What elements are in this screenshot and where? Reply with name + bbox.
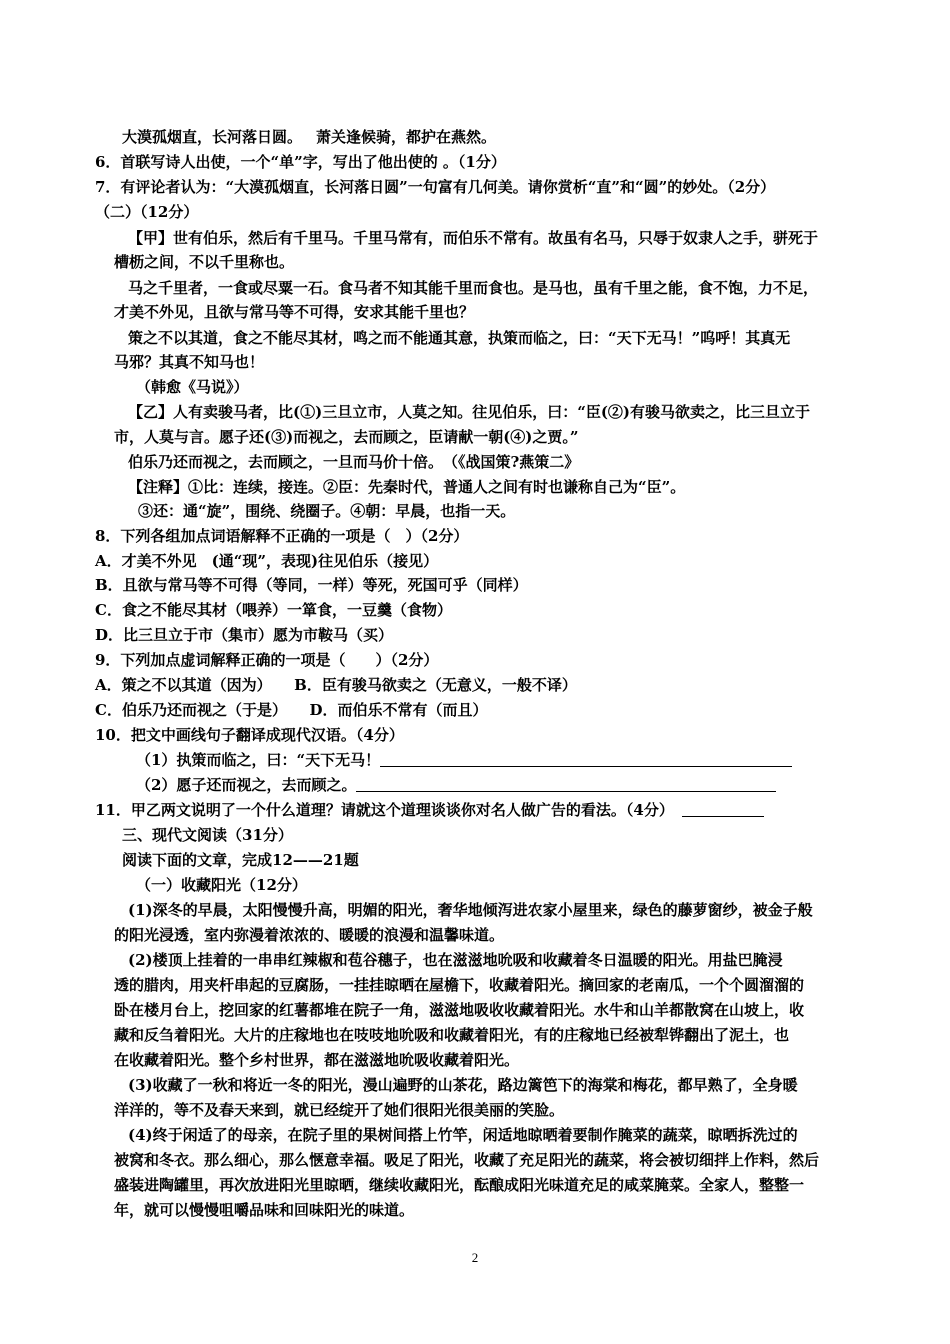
- article-p3-line2: 洋洋的，等不及春天来到，就已经绽开了她们很阳光很美丽的笑脸。: [114, 1101, 565, 1119]
- article-title: （一）收藏阳光（12分）: [136, 876, 307, 894]
- poem-last-line: [122, 127, 496, 147]
- passage-jia-p2-line2: 才美不外见，且欲与常马等不可得，安求其能千里也？: [114, 303, 475, 321]
- article-p4-line3: 盛装进陶罐里，再次放进阳光里晾晒，继续收藏阳光，酝酿成阳光味道充足的咸菜腌菜。全家人，整整一: [114, 1176, 805, 1194]
- question-8: 8．下列各组加点词语解释不正确的一项是（ ）（2分）: [95, 527, 469, 545]
- page-number: 2: [471, 1250, 479, 1265]
- question-9-options-ab: A．策之不以其道（因为） B．臣有骏马欲卖之（无意义，一般不译）: [95, 676, 577, 694]
- question-10-item-2-text: （2）愿子还而视之，去而顾之。: [136, 776, 357, 794]
- question-9: 9．下列加点虚词解释正确的一项是（ ）（2分）: [95, 651, 439, 669]
- question-8-option-b: B．且欲与常马等不可得（等同，一样）等死，死国可乎（同样）: [95, 576, 528, 594]
- article-p2-line3: 卧在楼月台上，挖回家的红薯都堆在院子一角，滋滋地吸收收藏着阳光。水牛和山羊都散窝在山坡上，收: [114, 1001, 805, 1019]
- passage-jia-p3-line2: 马邪？其真不知马也！: [114, 353, 265, 371]
- section-2-heading: （二）（12分）: [95, 203, 199, 221]
- article-p4-line2: 被窝和冬衣。那么细心，那么惬意幸福。吸足了阳光，收藏了充足阳光的蔬菜，将会被切细拌上作料，然后: [114, 1151, 820, 1169]
- passage-jia-p3-line1: 策之不以其道，食之不能尽其材，鸣之而不能通其意，执策而临之，曰：“天下无马！”呜呼！其真无: [128, 329, 791, 347]
- passage-jia-source: （韩愈《马说》）: [136, 378, 249, 396]
- question-6: 6．首联写诗人出使，一个“单”字，写出了他出使的 。（1分）: [95, 153, 506, 171]
- question-11-text: 11．甲乙两文说明了一个什么道理？请就这个道理谈谈你对名人做广告的看法。（4分）: [95, 801, 674, 819]
- article-p4-line1: (4)终于闲适了的母亲，在院子里的果树间搭上竹竿，闲适地晾晒着要制作腌菜的蔬菜，晾晒拆洗过的: [128, 1126, 798, 1144]
- question-7: 7．有评论者认为：“大漠孤烟直，长河落日圆”一句富有几何美。请你赏析“直”和“圆”的妙处。（2分）: [95, 178, 776, 196]
- poem-line-part-b: 萧关逢候骑，都护在燕然。: [316, 128, 497, 146]
- passage-jia-p1-line2: 槽枥之间，不以千里称也。: [114, 253, 295, 271]
- article-p1-line1: (1)深冬的早晨，太阳慢慢升高，明媚的阳光，奢华地倾泻进农家小屋里来，绿色的藤萝窗纱，被金子般: [128, 901, 813, 919]
- article-p1-line2: 的阳光浸透，室内弥漫着浓浓的、暖暖的浪漫和温馨味道。: [114, 926, 505, 944]
- poem-line-part-a: 大漠孤烟直，长河落日圆。: [122, 128, 303, 146]
- article-p2-line1: (2)楼顶上挂着的一串串红辣椒和苞谷穗子，也在滋滋地吮吸和收藏着冬日温暖的阳光。用盐巴腌浸: [128, 951, 783, 969]
- question-10-item-1: [136, 750, 792, 770]
- annotation-line1: 【注释】①比：连续，接连。②臣：先秦时代，普通人之间有时也谦称自己为“臣”。: [128, 478, 686, 496]
- passage-yi-line1: 【乙】人有卖骏马者，比(①)三旦立市，人莫之知。往见伯乐，曰：“臣(②)有骏马欲卖之，比三旦立于: [128, 403, 811, 421]
- annotation-line2: ③还：通“旋”，围绕、绕圈子。④朝：早晨，也指一天。: [138, 502, 516, 520]
- question-10-item-2: [136, 775, 776, 795]
- question-8-option-c: C．食之不能尽其材（喂养）一箪食，一豆羹（食物）: [95, 601, 452, 619]
- article-p3-line1: (3)收藏了一秋和将近一冬的阳光，漫山遍野的山茶花，路边篱笆下的海棠和梅花，都早熟了，全身暖: [128, 1076, 798, 1094]
- passage-yi-line2: 市，人莫与言。愿子还(③)而视之，去而顾之，臣请献一朝(④)之贾。”: [114, 428, 579, 446]
- question-8-option-d: D．比三旦立于市（集市）愿为市鞍马（买）: [95, 626, 394, 644]
- question-11: [95, 800, 764, 820]
- question-10: 10．把文中画线句子翻译成现代汉语。（4分）: [95, 726, 404, 744]
- passage-jia-p2-line1: 马之千里者，一食或尽粟一石。食马者不知其能千里而食也。是马也，虽有千里之能，食不饱，力不足，: [128, 279, 819, 297]
- passage-jia-p1-line1: 【甲】世有伯乐，然后有千里马。千里马常有，而伯乐不常有。故虽有名马，只辱于奴隶人之手，骈死于: [128, 229, 819, 247]
- article-p4-line4: 年，就可以慢慢咀嚼品味和回味阳光的味道。: [114, 1201, 415, 1219]
- article-p2-line2: 透的腊肉，用夹杆串起的豆腐肠，一挂挂晾晒在屋檐下，收藏着阳光。摘回家的老南瓜，一个个圆溜溜的: [114, 976, 805, 994]
- article-p2-line5: 在收藏着阳光。整个乡村世界，都在滋滋地吮吸收藏着阳光。: [114, 1051, 520, 1069]
- answer-blank-10-2[interactable]: [356, 777, 776, 792]
- question-10-item-1-text: （1）执策而临之，曰：“天下无马！: [136, 751, 381, 769]
- article-p2-line4: 藏和反刍着阳光。大片的庄稼地也在吱吱地吮吸和收藏着阳光，有的庄稼地已经被犁铧翻出了泥土，也: [114, 1026, 790, 1044]
- section-3-heading: 三、现代文阅读（31分）: [122, 826, 293, 844]
- passage-yi-line3: 伯乐乃还而视之，去而顾之，一旦而马价十倍。 （《战国策?燕策二》: [128, 453, 580, 471]
- answer-blank-10-1[interactable]: [380, 752, 792, 767]
- question-8-option-a: A．才美不外见 (通“现”，表现)往见伯乐（接见）: [95, 552, 439, 570]
- section-3-intro: 阅读下面的文章，完成12——21题: [122, 851, 359, 869]
- question-9-options-cd: C．伯乐乃还而视之（于是） D．而伯乐不常有（而且）: [95, 701, 488, 719]
- answer-blank-11[interactable]: [682, 802, 764, 817]
